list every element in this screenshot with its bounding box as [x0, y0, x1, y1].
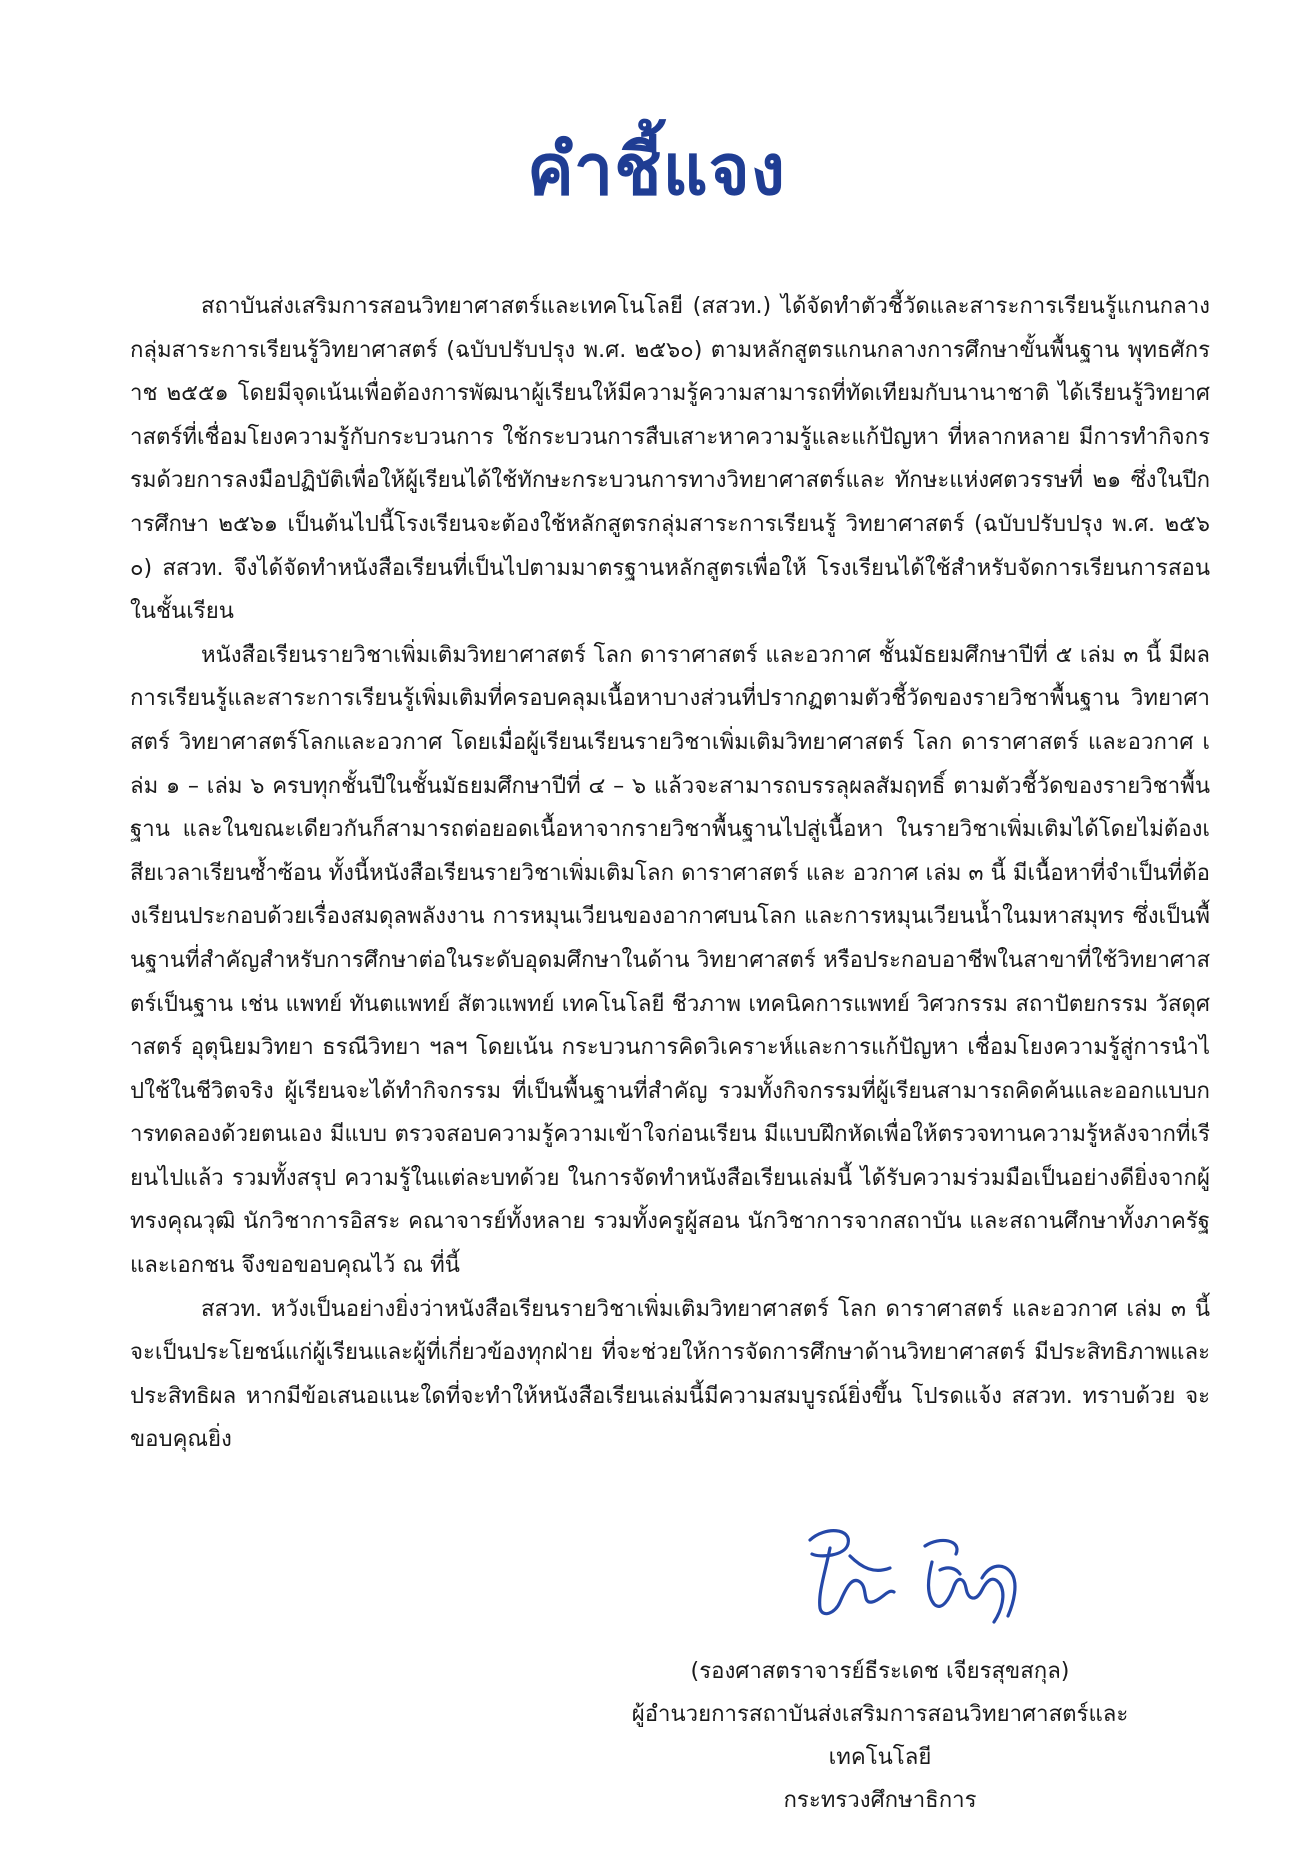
preface-body [130, 285, 1210, 1462]
signatory-block [600, 1650, 1160, 1822]
paragraph-book-content: หนังสือเรียนรายวิชาเพิ่มเติมวิทยาศาสตร์ โลก ดาราศาสตร์ และอวกาศ ชั้นมัธยมศึกษาปีที่ ๕ เล่ม ๓ นี้ มีผลการเรียนรู้และสาระการเรียนรู้เพิ่มเติมที่ครอบคลุมเนื้อหาบางส่วนที่ปรากฏตามตัวชี้วัดของรายวิชาพื้นฐาน วิทยาศาสตร์ วิทยาศาสตร์โลกและอวกาศ โดยเมื่อผู้เรียนเรียนรายวิชาเพิ่มเติมวิทยาศาสตร์ โลก ดาราศาสตร์ และอวกาศ เล่ม ๑ – เล่ม ๖ ครบทุกชั้นปีในชั้นมัธยมศึกษาปีที่ ๔ – ๖ แล้วจะสามารถบรรลุผลสัมฤทธิ์ ตามตัวชี้วัดของรายวิชาพื้นฐาน และในขณะเดียวกันก็สามารถต่อยอดเนื้อหาจากรายวิชาพื้นฐานไปสู่เนื้อหา ในรายวิชาเพิ่มเติมได้โดยไม่ต้องเสียเวลาเรียนซ้ำซ้อน ทั้งนี้หนังสือเรียนรายวิชาเพิ่มเติมโลก ดาราศาสตร์ และ อวกาศ เล่ม ๓ นี้ มีเนื้อหาที่จำเป็นที่ต้องเรียนประกอบด้วยเรื่องสมดุลพลังงาน การหมุนเวียนของอากาศบนโลก และการหมุนเวียนน้ำในมหาสมุทร ซึ่งเป็นพื้นฐานที่สำคัญสำหรับการศึกษาต่อในระดับอุดมศึกษาในด้าน วิทยาศาสตร์ หรือประกอบอาชีพในสาขาที่ใช้วิทยาศาสตร์เป็นฐาน เช่น แพทย์ ทันตแพทย์ สัตวแพทย์ เทคโนโลยี ชีวภาพ เทคนิคการแพทย์ วิศวกรรม สถาปัตยกรรม วัสดุศาสตร์ อุตุนิยมวิทยา ธรณีวิทยา ฯลฯ โดยเน้น กระบวนการคิดวิเคราะห์และการแก้ปัญหา เชื่อมโยงความรู้สู่การนำไปใช้ในชีวิตจริง ผู้เรียนจะได้ทำกิจกรรม ที่เป็นพื้นฐานที่สำคัญ รวมทั้งกิจกรรมที่ผู้เรียนสามารถคิดค้นและออกแบบการทดลองด้วยตนเอง มีแบบ ตรวจสอบความรู้ความเข้าใจก่อนเรียน มีแบบฝึกหัดเพื่อให้ตรวจทานความรู้หลังจากที่เรียนไปแล้ว รวมทั้งสรุป ความรู้ในแต่ละบทด้วย ในการจัดทำหนังสือเรียนเล่มนี้ ได้รับความร่วมมือเป็นอย่างดียิ่งจากผู้ทรงคุณวุฒิ นักวิชาการอิสระ คณาจารย์ทั้งหลาย รวมทั้งครูผู้สอน นักวิชาการจากสถาบัน และสถานศึกษาทั้งภาครัฐและเอกชน จึงขอขอบคุณไว้ ณ ที่นี้ [130, 641, 1210, 1279]
page-title: คำชี้แจง [527, 129, 786, 211]
signatory-position: ผู้อำนวยการสถาบันส่งเสริมการสอนวิทยาศาสตร์และเทคโนโลยี [631, 1701, 1129, 1770]
signatory-organization: กระทรวงศึกษาธิการ [783, 1787, 977, 1813]
handwritten-signature [790, 1518, 1050, 1628]
paragraph-closing: สสวท. หวังเป็นอย่างยิ่งว่าหนังสือเรียนรายวิชาเพิ่มเติมวิทยาศาสตร์ โลก ดาราศาสตร์ และอวกาศ เล่ม ๓ นี้ จะเป็นประโยชน์แก่ผู้เรียนและผู้ที่เกี่ยวข้องทุกฝ่าย ที่จะช่วยให้การจัดการศึกษาด้านวิทยาศาสตร์ มีประสิทธิภาพและประสิทธิผล หากมีข้อเสนอแนะใดที่จะทำให้หนังสือเรียนเล่มนี้มีความสมบูรณ์ยิ่งขึ้น โปรดแจ้ง สสวท. ทราบด้วย จะขอบคุณยิ่ง [130, 1295, 1211, 1453]
paragraph-intro: สถาบันส่งเสริมการสอนวิทยาศาสตร์และเทคโนโลยี (สสวท.) ได้จัดทำตัวชี้วัดและสาระการเรียนรู้แกนกลาง กลุ่มสาระการเรียนรู้วิทยาศาสตร์ (ฉบับปรับปรุง พ.ศ. ๒๕๖๐) ตามหลักสูตรแกนกลางการศึกษาขั้นพื้นฐาน พุทธศักราช ๒๕๕๑ โดยมีจุดเน้นเพื่อต้องการพัฒนาผู้เรียนให้มีความรู้ความสามารถที่ทัดเทียมกับนานาชาติ ได้เรียนรู้วิทยาศาสตร์ที่เชื่อมโยงความรู้กับกระบวนการ ใช้กระบวนการสืบเสาะหาความรู้และแก้ปัญหา ที่หลากหลาย มีการทำกิจกรรมด้วยการลงมือปฏิบัติเพื่อให้ผู้เรียนได้ใช้ทักษะกระบวนการทางวิทยาศาสตร์และ ทักษะแห่งศตวรรษที่ ๒๑ ซึ่งในปีการศึกษา ๒๕๖๑ เป็นต้นไปนี้โรงเรียนจะต้องใช้หลักสูตรกลุ่มสาระการเรียนรู้ วิทยาศาสตร์ (ฉบับปรับปรุง พ.ศ. ๒๕๖๐) สสวท. จึงได้จัดทำหนังสือเรียนที่เป็นไปตามมาตรฐานหลักสูตรเพื่อให้ โรงเรียนได้ใช้สำหรับจัดการเรียนการสอนในชั้นเรียน [130, 293, 1210, 625]
signatory-name: (รองศาสตราจารย์ธีระเดช เจียรสุขสกุล) [690, 1658, 1070, 1684]
